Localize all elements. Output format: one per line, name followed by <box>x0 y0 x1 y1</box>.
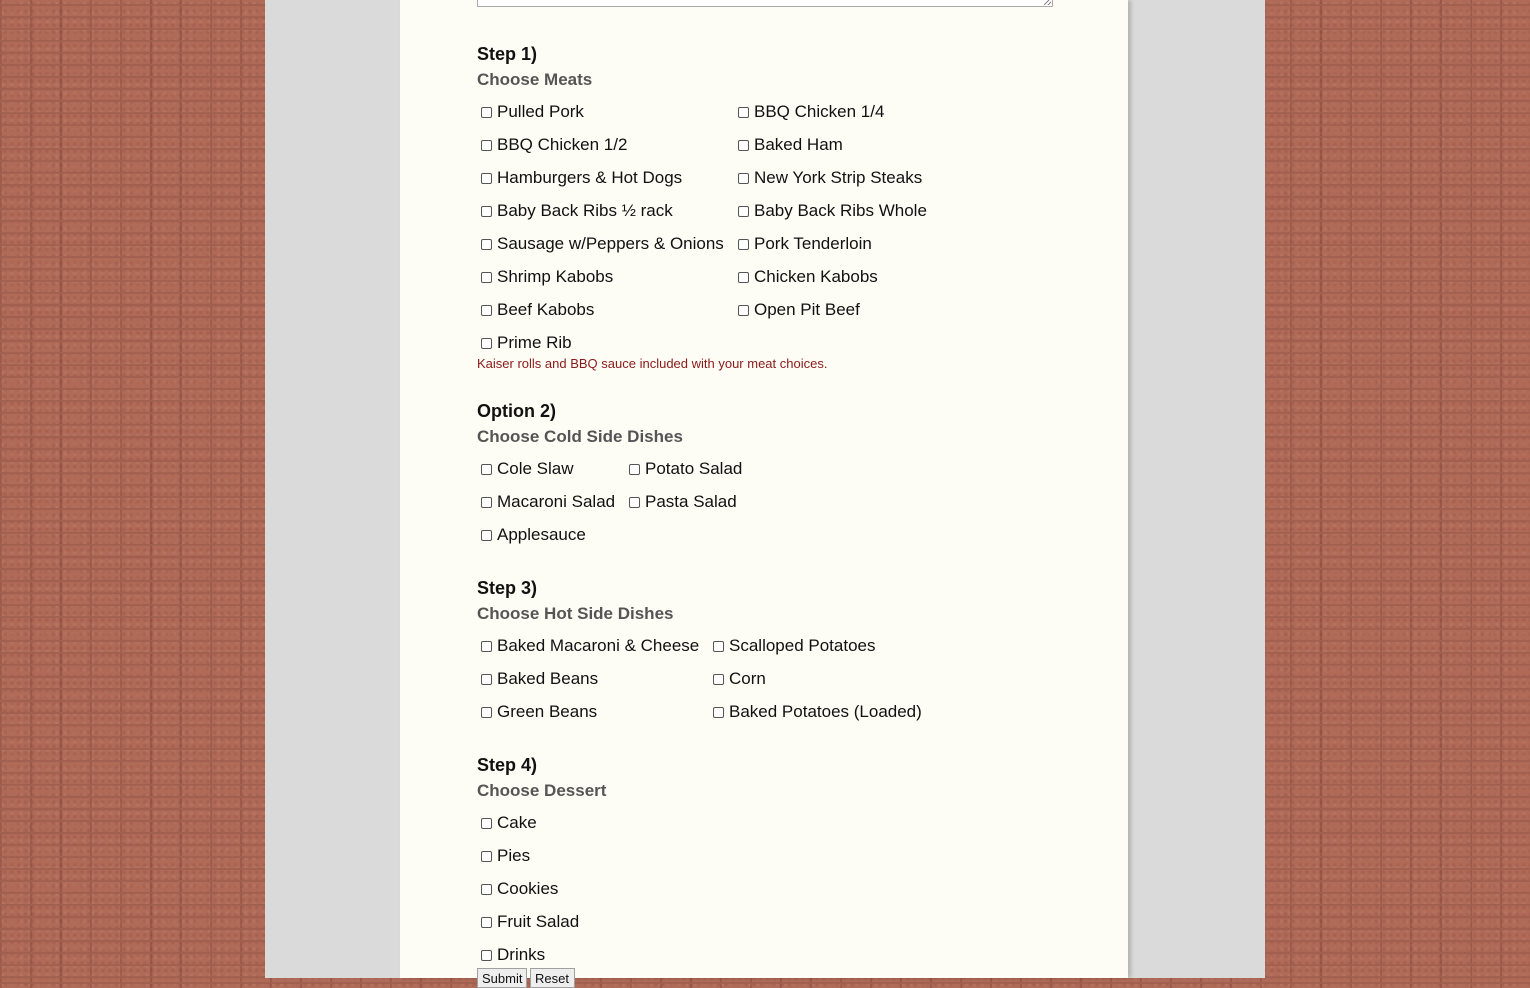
meat-option-bbq-chicken-quarter[interactable]: BBQ Chicken 1/4 <box>738 102 884 122</box>
checkbox[interactable] <box>481 641 492 652</box>
meat-option-shrimp-kabobs[interactable]: Shrimp Kabobs <box>481 267 613 287</box>
hot-heading: Choose Hot Side Dishes <box>477 604 674 623</box>
checkbox[interactable] <box>481 917 492 928</box>
checkbox[interactable] <box>481 530 492 541</box>
comments-textarea[interactable] <box>477 0 1053 7</box>
checkbox[interactable] <box>481 950 492 961</box>
checkbox[interactable] <box>481 140 492 151</box>
checkbox[interactable] <box>481 674 492 685</box>
cold-option-cole-slaw[interactable]: Cole Slaw <box>481 459 574 479</box>
checkbox[interactable] <box>738 305 749 316</box>
meat-option-ribs-half[interactable]: Baby Back Ribs ½ rack <box>481 201 673 221</box>
checkbox[interactable] <box>738 140 749 151</box>
cold-heading: Choose Cold Side Dishes <box>477 427 683 446</box>
meats-note: Kaiser rolls and BBQ sauce included with your meat choices. <box>477 356 828 371</box>
checkbox[interactable] <box>713 674 724 685</box>
dessert-option-fruit-salad[interactable]: Fruit Salad <box>481 912 579 932</box>
hot-option-scalloped-potatoes[interactable]: Scalloped Potatoes <box>713 636 876 656</box>
meat-option-pulled-pork[interactable]: Pulled Pork <box>481 102 584 122</box>
checkbox[interactable] <box>481 107 492 118</box>
checkbox[interactable] <box>481 338 492 349</box>
checkbox[interactable] <box>481 239 492 250</box>
reset-button[interactable]: Reset <box>530 968 575 988</box>
meat-option-ny-strip[interactable]: New York Strip Steaks <box>738 168 922 188</box>
checkbox[interactable] <box>738 206 749 217</box>
resize-grip-icon[interactable] <box>1044 0 1051 5</box>
dessert-heading: Choose Dessert <box>477 781 607 800</box>
checkbox[interactable] <box>738 272 749 283</box>
meat-option-chicken-kabobs[interactable]: Chicken Kabobs <box>738 267 878 287</box>
meat-option-pork-tenderloin[interactable]: Pork Tenderloin <box>738 234 872 254</box>
dessert-option-pies[interactable]: Pies <box>481 846 530 866</box>
meats-step-label: Step 1) <box>477 44 538 64</box>
hot-option-baked-beans[interactable]: Baked Beans <box>481 669 598 689</box>
checkbox[interactable] <box>481 497 492 508</box>
checkbox[interactable] <box>629 497 640 508</box>
hot-option-baked-potatoes[interactable]: Baked Potatoes (Loaded) <box>713 702 922 722</box>
cold-option-applesauce[interactable]: Applesauce <box>481 525 586 545</box>
checkbox[interactable] <box>481 851 492 862</box>
dessert-option-drinks[interactable]: Drinks <box>481 945 545 965</box>
meat-option-ribs-whole[interactable]: Baby Back Ribs Whole <box>738 201 927 221</box>
meat-option-beef-kabobs[interactable]: Beef Kabobs <box>481 300 594 320</box>
hot-option-green-beans[interactable]: Green Beans <box>481 702 597 722</box>
dessert-step-label: Step 4) <box>477 755 538 775</box>
meat-option-bbq-chicken-half[interactable]: BBQ Chicken 1/2 <box>481 135 627 155</box>
dessert-option-cake[interactable]: Cake <box>481 813 537 833</box>
checkbox[interactable] <box>629 464 640 475</box>
hot-step-label: Step 3) <box>477 578 538 598</box>
cold-option-potato-salad[interactable]: Potato Salad <box>629 459 742 479</box>
meat-option-hamburgers[interactable]: Hamburgers & Hot Dogs <box>481 168 682 188</box>
checkbox[interactable] <box>481 305 492 316</box>
cold-option-pasta-salad[interactable]: Pasta Salad <box>629 492 737 512</box>
hot-option-corn[interactable]: Corn <box>713 669 766 689</box>
checkbox[interactable] <box>481 884 492 895</box>
checkbox[interactable] <box>738 173 749 184</box>
cold-option-macaroni-salad[interactable]: Macaroni Salad <box>481 492 615 512</box>
cold-step-label: Option 2) <box>477 401 556 421</box>
checkbox[interactable] <box>713 707 724 718</box>
meat-option-sausage[interactable]: Sausage w/Peppers & Onions <box>481 234 724 254</box>
checkbox[interactable] <box>481 464 492 475</box>
checkbox[interactable] <box>481 206 492 217</box>
checkbox[interactable] <box>481 707 492 718</box>
checkbox[interactable] <box>738 239 749 250</box>
checkbox[interactable] <box>481 818 492 829</box>
meats-heading: Choose Meats <box>477 70 593 89</box>
checkbox[interactable] <box>713 641 724 652</box>
checkbox[interactable] <box>481 272 492 283</box>
hot-option-mac-cheese[interactable]: Baked Macaroni & Cheese <box>481 636 699 656</box>
checkbox[interactable] <box>738 107 749 118</box>
meat-option-open-pit-beef[interactable]: Open Pit Beef <box>738 300 860 320</box>
checkbox[interactable] <box>481 173 492 184</box>
meat-option-prime-rib[interactable]: Prime Rib <box>481 333 572 353</box>
dessert-option-cookies[interactable]: Cookies <box>481 879 558 899</box>
meat-option-baked-ham[interactable]: Baked Ham <box>738 135 843 155</box>
submit-button[interactable]: Submit <box>477 968 527 988</box>
